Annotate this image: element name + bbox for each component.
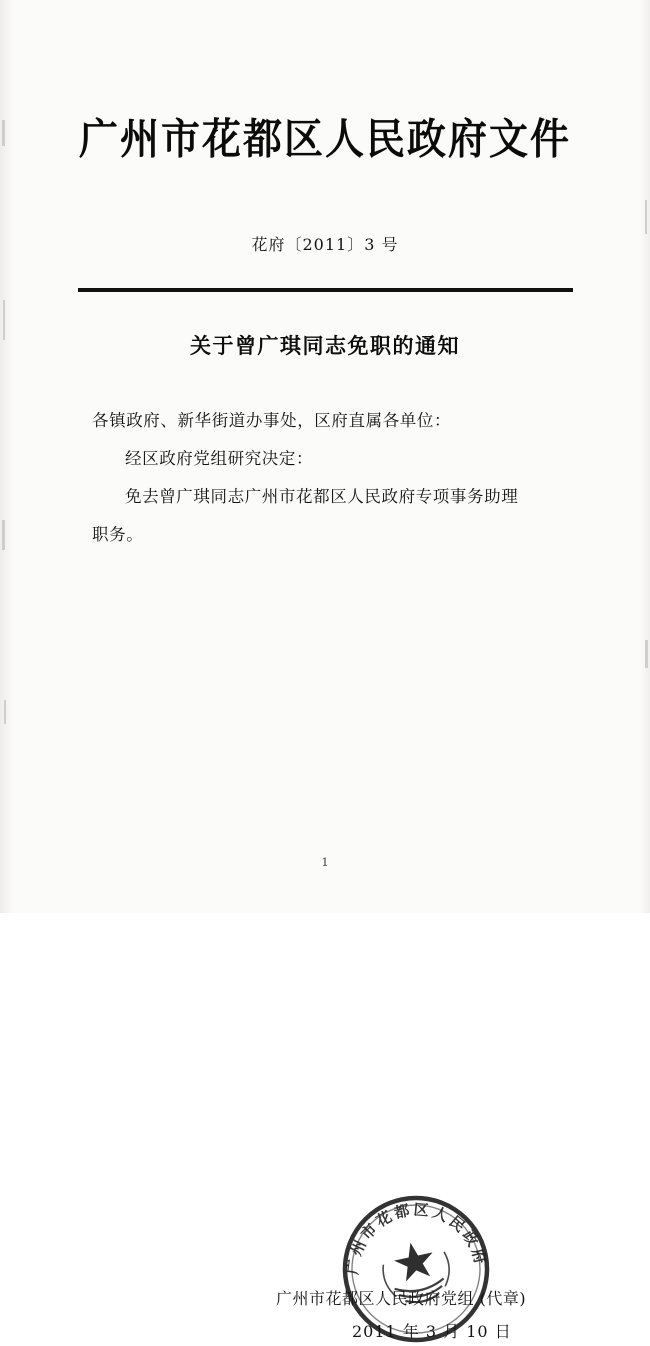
header-divider-rule bbox=[78, 288, 573, 292]
body-line-decision-intro: 经区政府党组研究决定： bbox=[125, 449, 314, 468]
body-line-salutation: 各镇政府、新华街道办事处，区府直属各单位： bbox=[92, 411, 452, 430]
page-number: 1 bbox=[321, 856, 329, 869]
signer-name: 广州市花都区人民政府党组 (代章) bbox=[276, 1289, 527, 1308]
signature-area bbox=[0, 640, 650, 1341]
scan-artifact bbox=[645, 200, 647, 234]
document-title: 广州市花都区人民政府文件 bbox=[78, 114, 571, 165]
signature-date: 2011 年 3 月 10 日 bbox=[352, 1322, 512, 1341]
document-number: 花府〔2011〕3 号 bbox=[251, 235, 399, 254]
document-subject: 关于曾广琪同志免职的通知 bbox=[190, 333, 460, 358]
document-body bbox=[92, 404, 562, 556]
body-line-decision-1: 免去曾广琪同志广州市花都区人民政府专项事务助理 bbox=[125, 487, 519, 506]
scan-artifact bbox=[2, 520, 5, 550]
body-line-decision-2: 职务。 bbox=[92, 525, 144, 544]
svg-text:广州市花都区人民政府: 广州市花都区人民政府 bbox=[343, 1200, 490, 1276]
